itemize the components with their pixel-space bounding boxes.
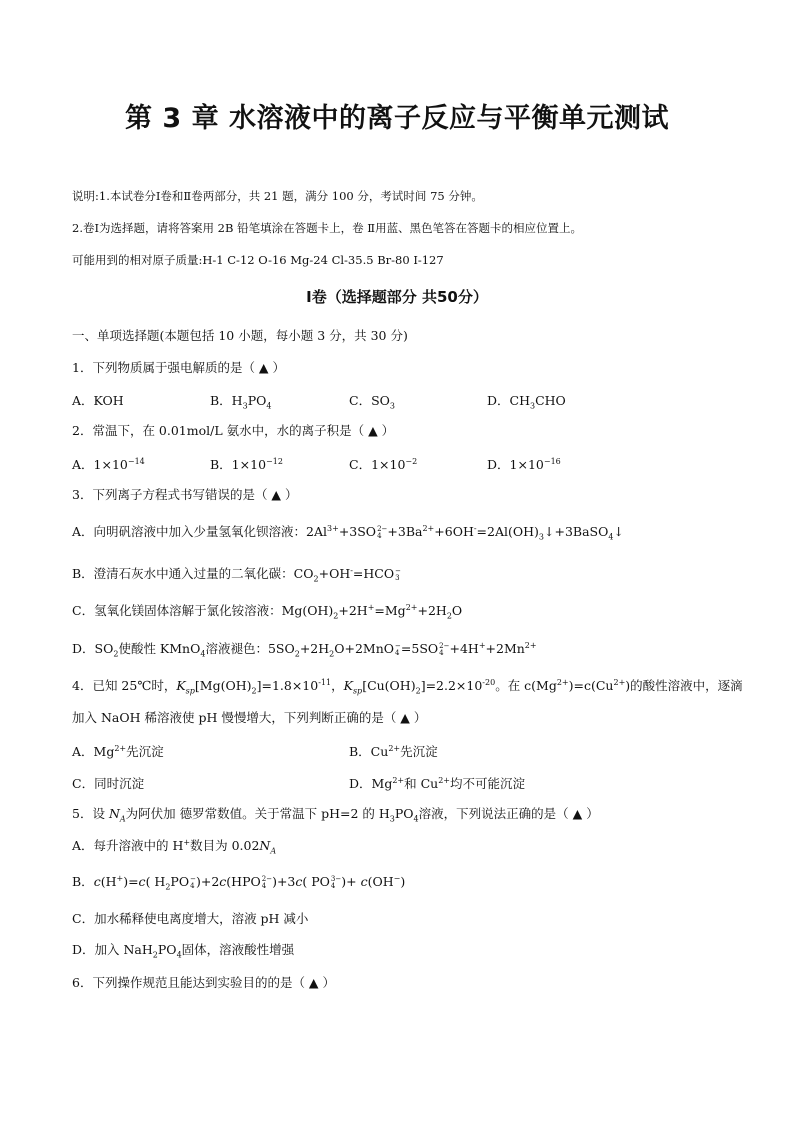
question-3-option-d: D．$SO_2$使酸性 KMnO$_4$溶液褪色：$5SO_2+2H_2O+2MnO$ − 4 =5SO 2− 4 $+4H^++2Mn^{2+}$ bbox=[72, 640, 537, 659]
question-2-option-c: C．$1\times 10^{-2}$ bbox=[349, 456, 418, 472]
question-1-stem: 1．下列物质属于强电解质的是（ ▲ ） bbox=[72, 360, 286, 375]
instructions-line-2: 2.卷Ⅰ为选择题，请将答案用 2B 铅笔填涂在答题卡上，卷 Ⅱ用蓝、黑色笔答在答题卡的相应位置上。 bbox=[72, 221, 583, 235]
question-4-option-a: A．$Mg^{2+}$先沉淀 bbox=[72, 743, 164, 759]
question-2-option-a: A．$1\times 10^{-14}$ bbox=[72, 456, 145, 472]
question-4-stem-line-2: 加入 NaOH 稀溶液使 pH 慢慢增大，下列判断正确的是（ ▲ ） bbox=[72, 710, 427, 725]
question-2-stem: 2．常温下，在 0.01mol/L 氨水中，水的离子积是（ ▲ ） bbox=[72, 423, 395, 438]
question-5-option-a: A．每升溶液中的 H+数目为 $0.02N_A$ bbox=[72, 837, 277, 856]
instructions-line-1: 说明:1.本试卷分Ⅰ卷和Ⅱ卷两部分，共 21 题，满分 100 分，考试时间 75 分钟。 bbox=[72, 189, 483, 203]
question-2-option-d: D．$1\times 10^{-16}$ bbox=[487, 456, 561, 472]
question-6-stem: 6．下列操作规范且能达到实验目的的是（ ▲ ） bbox=[72, 975, 336, 990]
question-3-option-c: C．氢氧化镁固体溶解于氯化铵溶液：$Mg(OH)_2+2H^+=Mg^{2+}+2H_2O$ bbox=[72, 602, 463, 621]
question-3-option-a: A．向明矾溶液中加入少量氢氧化钡溶液：$2Al^{3+}+3SO$ 2− 4 $+3Ba^{2+}+6OH^-=2Al(OH)_3↓+3BaSO_4↓$ bbox=[72, 523, 624, 542]
question-3-stem: 3．下列离子方程式书写错误的是（ ▲ ） bbox=[72, 487, 298, 502]
question-3-option-b: B．澄清石灰水中通入过量的二氧化碳：$CO_2+OH^-=HCO$ − 3 bbox=[72, 565, 401, 584]
question-4-option-d: D．$Mg^{2+}$和 $Cu^{2+}$均不可能沉淀 bbox=[349, 775, 526, 791]
part-heading: 一、单项选择题(本题包括 10 小题，每小题 3 分，共 30 分) bbox=[72, 328, 408, 343]
question-5-option-b: B．c(H+)=c( $H_2PO$ − 4 )+2c(HPO 2− 4 )+3c( PO 3− 4 )+ c(OH−) bbox=[72, 873, 406, 892]
page-title: 第 3 章 水溶液中的离子反应与平衡单元测试 bbox=[125, 103, 669, 134]
question-1-option-c: C．$SO_3$ bbox=[349, 393, 395, 411]
question-5-option-d: D．加入 $NaH_2PO_4$固体，溶液酸性增强 bbox=[72, 942, 295, 960]
atomic-masses-line: 可能用到的相对原子质量:H-1 C-12 O-16 Mg-24 Cl-35.5 Br-80 I-127 bbox=[72, 253, 444, 267]
question-1-option-d: D．$CH_3CHO$ bbox=[487, 393, 566, 411]
question-1-option-b: B．$H_3PO_4$ bbox=[210, 393, 272, 411]
question-4-option-b: B．$Cu^{2+}$先沉淀 bbox=[349, 743, 438, 759]
question-5-option-c: C．加水稀释使电离度增大，溶液 pH 减小 bbox=[72, 911, 309, 926]
question-1-option-a: A．KOH bbox=[72, 393, 124, 408]
section-title: Ⅰ卷（选择题部分 共50分） bbox=[306, 288, 488, 306]
question-2-option-b: B．$1\times 10^{-12}$ bbox=[210, 456, 283, 472]
question-4-stem-line-1: 4．已知 25℃时，$K_{sp}[Mg(OH)_2]=1.8\times 10^{-11}$，$K_{sp}[Cu(OH)_2]=2.2\times 10^{-20}$。在 $c(Mg^{2+})=c(Cu^{2+})$的酸性溶液中，逐滴 bbox=[72, 677, 743, 696]
question-5-stem: 5．设 $N_A$为阿伏加 德罗常数值。关于常温下 pH=2 的 $H_3PO_4$溶液，下列说法正确的是（ ▲ ） bbox=[72, 806, 599, 824]
question-4-option-c: C．同时沉淀 bbox=[72, 776, 145, 791]
